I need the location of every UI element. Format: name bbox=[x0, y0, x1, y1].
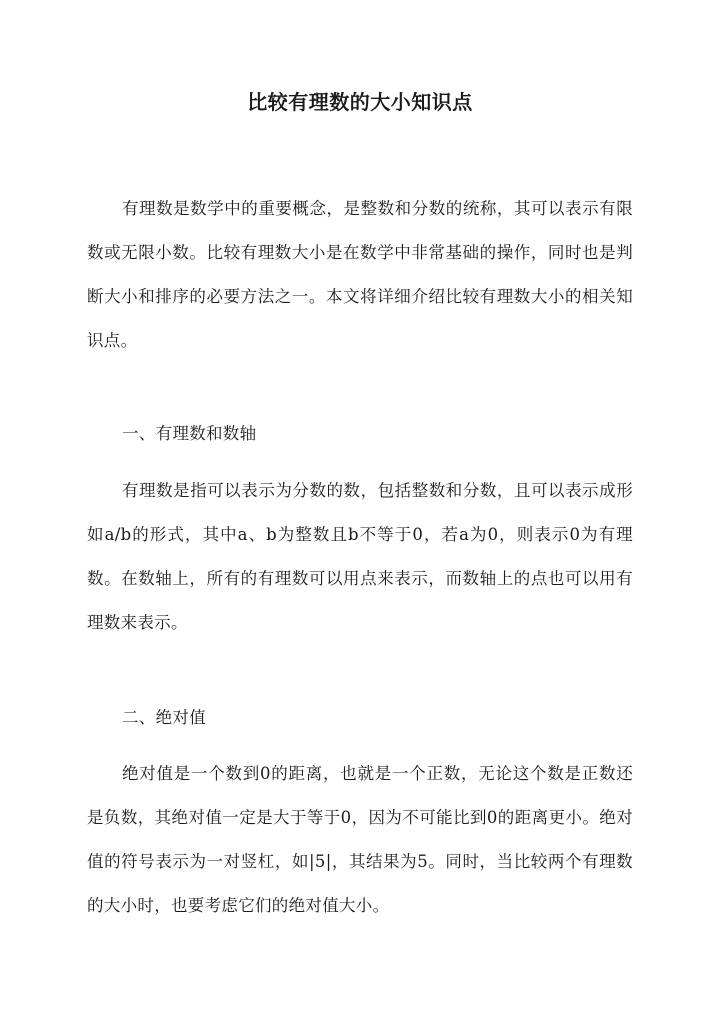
intro-paragraph: 有理数是数学中的重要概念，是整数和分数的统称，其可以表示有限数或无限小数。比较有理数大小是在数学中非常基础的操作，同时也是判断大小和排序的必要方法之一。本文将详细介绍比较有理数大小的相关知识点。 bbox=[87, 199, 633, 350]
section-heading-absolute-value: 二、绝对值 bbox=[122, 708, 206, 727]
section-heading-number-line: 一、有理数和数轴 bbox=[122, 424, 257, 443]
document-title: 比较有理数的大小知识点 bbox=[247, 90, 473, 114]
section-body-absolute-value: 绝对值是一个数到0的距离，也就是一个正数，无论这个数是正数还是负数，其绝对值一定是大于等于0，因为不可能比到0的距离更小。绝对值的符号表示为一对竖杠，如|5|，其结果为5。同时，当比较两个有理数的大小时，也要考虑它们的绝对值大小。 bbox=[87, 764, 633, 915]
section-body-number-line: 有理数是指可以表示为分数的数，包括整数和分数，且可以表示成形如a/b的形式，其中a、b为整数且b不等于0，若a为0，则表示0为有理数。在数轴上，所有的有理数可以用点来表示，而数轴上的点也可以用有理数来表示。 bbox=[87, 481, 633, 632]
